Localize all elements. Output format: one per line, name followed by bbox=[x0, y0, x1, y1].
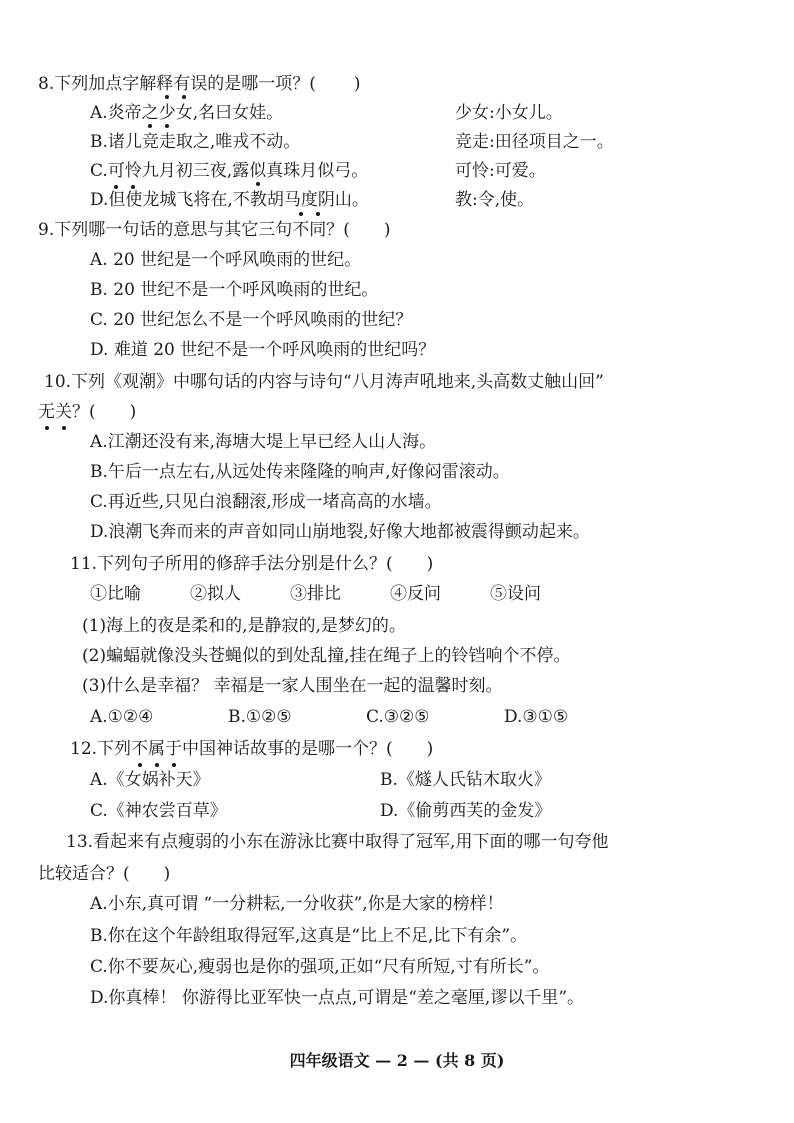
device-3: ③排比 bbox=[290, 584, 341, 604]
q11-option-d: D.③①⑤ bbox=[504, 707, 569, 727]
q12-option-b: B.《燧人氏钻木取火》 bbox=[380, 770, 551, 790]
device-1: ①比喻 bbox=[90, 584, 141, 604]
q11-options bbox=[90, 705, 604, 729]
q10-stem-line2: 无关？( ) bbox=[38, 402, 137, 422]
q12-option-c: C.《神农尝百草》 bbox=[90, 801, 227, 821]
q13-option-a: A.小东,真可谓 “一分耕耘,一分收获”,你是大家的榜样！ bbox=[90, 894, 504, 914]
q8-option-d: D.但使龙城飞将在,不教胡马度阴山。 bbox=[90, 190, 369, 210]
q9-option-c: C. 20 世纪怎么不是一个呼风唤雨的世纪？ bbox=[90, 310, 413, 330]
q11-option-c: C.③②⑤ bbox=[366, 707, 430, 727]
q13-stem-line2: 比较适合？( ) bbox=[38, 864, 171, 884]
q11-option-a: A.①②④ bbox=[90, 707, 154, 727]
page-footer: 四年级语文 — 2 — (共 8 页) bbox=[289, 1051, 505, 1070]
q8-note-d: 教:令,使。 bbox=[455, 190, 535, 210]
q9-option-b: B. 20 世纪不是一个呼风唤雨的世纪。 bbox=[90, 280, 379, 300]
q8-stem: 8.下列加点字解释有误的是哪一项？( ) bbox=[38, 74, 361, 94]
device-5: ⑤设问 bbox=[490, 584, 541, 604]
q10-option-d: D.浪潮飞奔而来的声音如同山崩地裂,好像大地都被震得颤动起来。 bbox=[90, 522, 590, 542]
q13-option-b: B.你在这个年龄组取得冠军,这真是“比上不足,比下有余”。 bbox=[90, 926, 528, 946]
q8-option-b: B.诸儿竞走取之,唯戎不动。 bbox=[90, 132, 301, 152]
q8-option-c: C.可怜九月初三夜,露似真珠月似弓。 bbox=[90, 161, 369, 181]
q9-option-a: A. 20 世纪是一个呼风唤雨的世纪。 bbox=[90, 250, 362, 270]
q10-stem-line1: 10.下列《观潮》中哪句话的内容与诗句“八月涛声吼地来,头高数丈触山回” bbox=[44, 372, 604, 392]
q12-option-d: D.《偷剪西芙的金发》 bbox=[380, 801, 552, 821]
q11-sentence-1: (1)海上的夜是柔和的,是静寂的,是梦幻的。 bbox=[82, 616, 406, 636]
q8-note-c: 可怜:可爱。 bbox=[455, 161, 546, 181]
q13-option-c: C.你不要灰心,瘦弱也是你的强项,正如“尺有所短,寸有所长”。 bbox=[90, 957, 550, 977]
q12-stem: 12.下列不属于中国神话故事的是哪一个？( ) bbox=[70, 739, 434, 759]
q13-stem-line1: 13.看起来有点瘦弱的小东在游泳比赛中取得了冠军,用下面的哪一句夸他 bbox=[66, 832, 609, 852]
q8-option-a: A.炎帝之少女,名曰女娃。 bbox=[90, 103, 284, 123]
q10-option-b: B.午后一点左右,从远处传来隆隆的响声,好像闷雷滚动。 bbox=[90, 462, 510, 482]
q11-sentence-3: (3)什么是幸福？ 幸福是一家人围坐在一起的温馨时刻。 bbox=[82, 676, 503, 696]
device-4: ④反问 bbox=[390, 584, 441, 604]
q11-stem: 11.下列句子所用的修辞手法分别是什么？( ) bbox=[70, 554, 434, 574]
q11-devices bbox=[90, 582, 580, 606]
q11-option-b: B.①②⑤ bbox=[228, 707, 292, 727]
device-2: ②拟人 bbox=[190, 584, 241, 604]
q12-option-a: A.《女娲补天》 bbox=[90, 770, 210, 790]
q9-stem: 9.下列哪一句话的意思与其它三句不同？( ) bbox=[38, 220, 391, 240]
q13-option-d: D.你真棒！ 你游得比亚军快一点点,可谓是“差之毫厘,谬以千里”。 bbox=[90, 988, 585, 1008]
q11-sentence-2: (2)蝙蝠就像没头苍蝇似的到处乱撞,挂在绳子上的铃铛响个不停。 bbox=[82, 646, 571, 666]
q9-option-d: D. 难道 20 世纪不是一个呼风唤雨的世纪吗？ bbox=[90, 340, 436, 360]
q8-note-b: 竞走:田径项目之一。 bbox=[455, 132, 614, 152]
q10-option-c: C.再近些,只见白浪翻滚,形成一堵高高的水墙。 bbox=[90, 492, 442, 512]
q8-note-a: 少女:小女儿。 bbox=[455, 103, 563, 123]
q10-option-a: A.江潮还没有来,海塘大堤上早已经人山人海。 bbox=[90, 432, 437, 452]
